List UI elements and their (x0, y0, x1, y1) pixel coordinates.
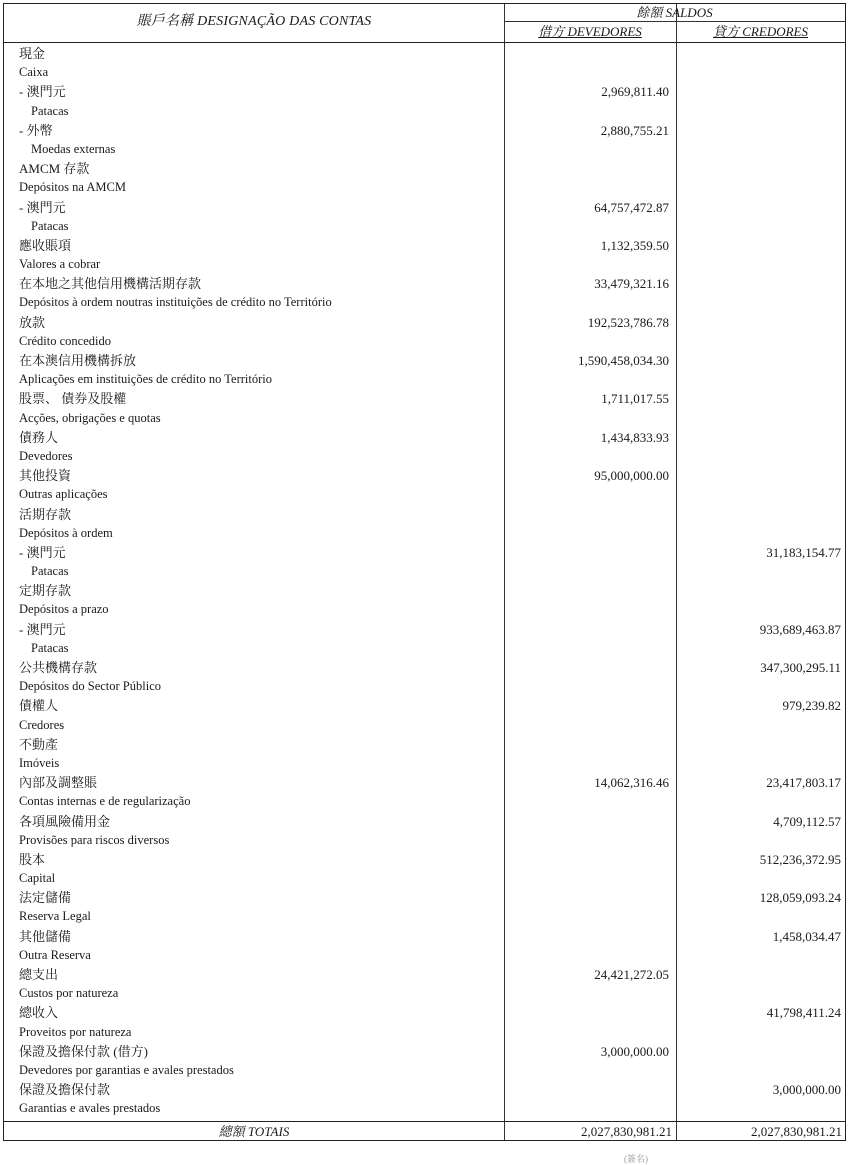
account-description: Patacas (31, 564, 69, 579)
credit-amount: 128,059,093.24 (759, 890, 841, 906)
credit-header-label: 貸方 CREDORES (713, 24, 808, 39)
table-row (4, 869, 845, 888)
account-description: - 澳門元 (19, 621, 66, 637)
table-row (4, 505, 845, 524)
table-row (4, 332, 845, 351)
account-column-header: 賬戶名稱 DESIGNAÇÃO DAS CONTAS (136, 14, 372, 29)
table-row (4, 984, 845, 1003)
table-row (4, 677, 845, 696)
table-row (4, 1023, 845, 1042)
table-row (4, 198, 845, 217)
table-row (4, 63, 845, 82)
table-row (4, 600, 845, 619)
account-description: 其他投資 (19, 468, 72, 484)
account-description: - 外幣 (19, 122, 53, 138)
account-description: 在本地之其他信用機構活期存款 (19, 276, 202, 292)
account-description: Patacas (31, 640, 69, 655)
balances-header: 餘額 SALDOS (636, 5, 713, 20)
account-description: AMCM 存款 (19, 161, 90, 177)
table-row (4, 428, 845, 447)
account-description: Patacas (31, 103, 69, 118)
account-description: 不動產 (19, 736, 59, 752)
table-row (4, 696, 845, 715)
table-row (4, 581, 845, 600)
credit-amount: 933,689,463.87 (759, 621, 841, 637)
account-description: Imóveis (19, 755, 60, 770)
account-description: 公共機構存款 (19, 660, 98, 675)
debit-amount: 1,132,359.50 (600, 237, 669, 253)
account-description: - 澳門元 (19, 199, 66, 215)
account-description: - 澳門元 (19, 84, 66, 100)
table-row (4, 850, 845, 869)
debit-amount: 1,434,833.93 (600, 429, 669, 445)
header-divider (4, 42, 845, 43)
debit-amount: 3,000,000.00 (600, 1043, 669, 1059)
debit-amount: 64,757,472.87 (594, 199, 669, 215)
table-row (4, 562, 845, 581)
account-description: Custos por natureza (19, 986, 119, 1001)
table-row (4, 620, 845, 639)
account-description: Aplicações em instituições de crédito no Território (19, 372, 272, 387)
table-row (4, 812, 845, 831)
table-row (4, 1003, 845, 1022)
account-description: Devedores por garantias e avales prestados (19, 1062, 234, 1077)
table-row (4, 792, 845, 811)
debit-amount: 1,711,017.55 (601, 391, 669, 407)
debit-amount: 95,000,000.00 (594, 468, 669, 484)
debit-amount: 1,590,458,034.30 (578, 353, 669, 368)
account-description: Contas internas e de regularização (19, 794, 191, 809)
account-description: 各項風險備用金 (19, 813, 111, 829)
account-description: Caixa (19, 65, 49, 80)
table-row (4, 1080, 845, 1099)
account-description: 放款 (19, 314, 46, 330)
table-row (4, 735, 845, 754)
table-row (4, 639, 845, 658)
account-description: Patacas (31, 218, 69, 233)
account-description: 定期存款 (19, 583, 72, 599)
account-description: Outras aplicações (19, 487, 108, 502)
account-description: 內部及調整賬 (19, 775, 98, 791)
account-description: 債權人 (19, 698, 59, 714)
account-description: 總支出 (19, 967, 59, 982)
debit-amount: 24,421,272.05 (594, 967, 669, 982)
debit-amount: 33,479,321.16 (594, 276, 669, 292)
table-row (4, 658, 845, 677)
debit-amount: 192,523,786.78 (587, 314, 669, 330)
table-row (4, 370, 845, 389)
table-row (4, 82, 845, 101)
account-description: Depósitos à ordem (19, 525, 113, 540)
debit-header-label: 借方 DEVEDORES (538, 24, 642, 39)
balance-sheet-table (3, 3, 846, 1141)
table-row (4, 159, 845, 178)
account-rows (4, 44, 845, 1119)
debit-amount: 2,880,755.21 (600, 122, 669, 138)
account-description: Devedores (19, 448, 73, 463)
table-row (4, 543, 845, 562)
account-description: Valores a cobrar (19, 257, 101, 272)
account-description: 保證及擔保付款 (19, 1082, 111, 1098)
totals-label: 總額 TOTAIS (218, 1124, 290, 1139)
account-description: 活期存款 (19, 506, 72, 522)
account-description: 現金 (19, 46, 46, 61)
table-row (4, 293, 845, 312)
table-row (4, 44, 845, 63)
table-row (4, 907, 845, 926)
table-row (4, 1099, 845, 1118)
credit-amount: 3,000,000.00 (772, 1082, 841, 1098)
credit-amount: 4,709,112.57 (773, 813, 841, 829)
account-description: Outra Reserva (19, 947, 91, 962)
totals-debit: 2,027,830,981.21 (581, 1124, 672, 1139)
table-row (4, 716, 845, 735)
table-row (4, 485, 845, 504)
table-row (4, 102, 845, 121)
account-description: Moedas externas (31, 141, 116, 156)
table-row (4, 927, 845, 946)
table-row (4, 524, 845, 543)
account-description: 債務人 (19, 429, 59, 445)
table-row (4, 121, 845, 140)
debit-column-header (504, 22, 676, 42)
table-row (4, 946, 845, 965)
account-description: 法定儲備 (19, 890, 72, 906)
debit-amount: 2,969,811.40 (601, 84, 669, 100)
table-row (4, 217, 845, 236)
account-description: 其他儲備 (19, 928, 72, 944)
table-row (4, 888, 845, 907)
table-row (4, 447, 845, 466)
table-row (4, 831, 845, 850)
table-row (4, 773, 845, 792)
totals-credit: 2,027,830,981.21 (751, 1124, 842, 1139)
table-row (4, 466, 845, 485)
account-description: 股票、 債券及股權 (19, 391, 127, 407)
table-row (4, 1042, 845, 1061)
account-description: Capital (19, 871, 56, 886)
credit-amount: 512,236,372.95 (759, 851, 841, 867)
account-description: 股本 (19, 851, 46, 867)
account-description: Acções, obrigações e quotas (19, 410, 161, 425)
account-description: 應收賬項 (19, 237, 72, 253)
table-row (4, 409, 845, 428)
account-description: 在本澳信用機構拆放 (19, 353, 137, 368)
table-row (4, 389, 845, 408)
table-row (4, 274, 845, 293)
table-row (4, 1061, 845, 1080)
credit-amount: 347,300,295.11 (760, 660, 841, 675)
credit-amount: 979,239.82 (782, 698, 841, 714)
credit-amount: 41,798,411.24 (766, 1005, 841, 1021)
table-row (4, 140, 845, 159)
debit-amount: 14,062,316.46 (594, 775, 669, 791)
account-description: Depósitos na AMCM (19, 180, 126, 195)
table-row (4, 754, 845, 773)
table-row (4, 313, 845, 332)
table-row (4, 351, 845, 370)
account-description: Garantias e avales prestados (19, 1101, 161, 1116)
credit-amount: 1,458,034.47 (772, 928, 841, 944)
credit-amount: 23,417,803.17 (766, 775, 841, 791)
account-description: Depósitos do Sector Público (19, 679, 162, 694)
account-description: 總收入 (19, 1005, 59, 1021)
credit-column-header (676, 22, 845, 42)
account-description: Provisões para riscos diversos (19, 832, 170, 847)
account-description: Reserva Legal (19, 909, 91, 924)
footer-mark: (簽名) (624, 1154, 648, 1164)
table-row (4, 236, 845, 255)
account-description: Proveitos por natureza (19, 1024, 132, 1039)
account-description: Depósitos à ordem noutras instituições de crédito no Território (19, 295, 332, 310)
table-row (4, 178, 845, 197)
table-row (4, 965, 845, 984)
account-description: Credores (19, 717, 65, 732)
account-description: Depósitos a prazo (19, 602, 109, 617)
table-row (4, 255, 845, 274)
credit-amount: 31,183,154.77 (766, 544, 841, 560)
account-description: Crédito concedido (19, 333, 111, 348)
account-description: 保證及擔保付款 (借方) (19, 1043, 148, 1059)
account-description: - 澳門元 (19, 544, 66, 560)
